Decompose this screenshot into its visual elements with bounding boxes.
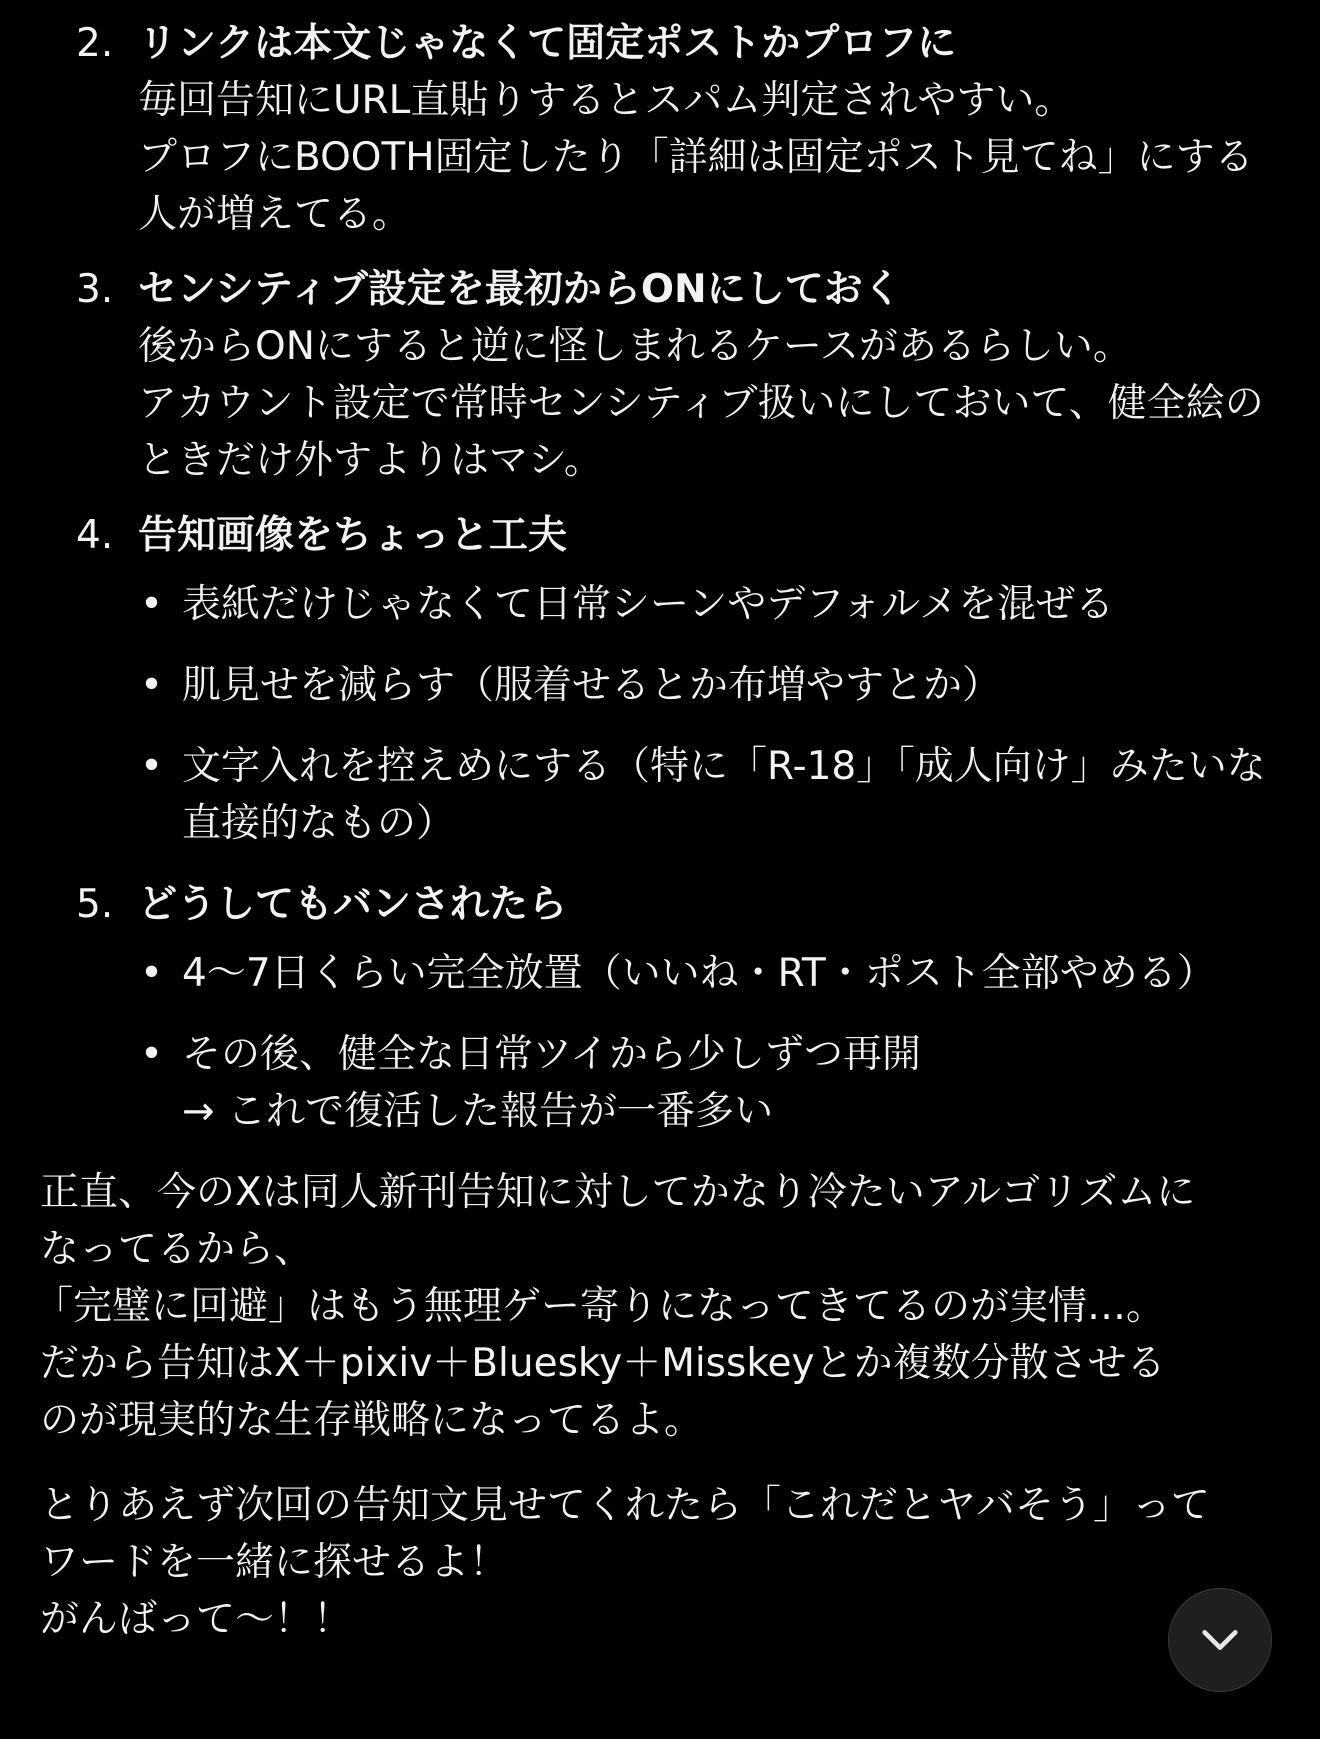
text-line: その後、健全な日常ツイから少しずつ再開 — [182, 1032, 922, 1077]
text-line: 表紙だけじゃなくて日常シーンやデフォルメを混ぜる — [182, 582, 1115, 627]
bullet-list — [138, 945, 1320, 1140]
bullet-item — [138, 657, 1320, 714]
text-line: 正直、今のXは同人新刊告知に対してかなり冷たいアルゴリズムに — [40, 1170, 1196, 1215]
list-item-4 — [0, 507, 1320, 852]
text-line: だから告知はX＋pixiv＋Bluesky＋Misskeyとか複数分散させる — [40, 1341, 1166, 1386]
text-line: ワードを一緒に探せるよ！ — [40, 1540, 509, 1585]
list-number: 4. — [76, 513, 114, 558]
paragraph — [0, 1477, 1320, 1648]
chevron-down-icon — [1197, 1617, 1243, 1663]
text-line: のが現実的な生存戦略になってるよ。 — [40, 1398, 704, 1443]
text-line: 文字入れを控えめにする（特に「R-18」「成人向け」みたいな — [182, 744, 1266, 789]
text-line: → これで復活した報告が一番多い — [182, 1089, 774, 1134]
bullet-dot: • — [140, 663, 164, 708]
text-line: ときだけ外すよりはマシ。 — [138, 438, 603, 483]
bullet-dot: • — [140, 744, 164, 789]
list-item-title: リンクは本文じゃなくて固定ポストかプロフに — [138, 21, 957, 66]
text-line: 毎回告知にURL直貼りするとスパム判定されやすい。 — [138, 78, 1074, 123]
list-item-5 — [0, 876, 1320, 1140]
list-item-2 — [0, 15, 1320, 243]
text-line: 後からONにすると逆に怪しまれるケースがあるらしい。 — [138, 324, 1132, 369]
text-line: 「完璧に回避」はもう無理ゲー寄りになってきてるのが実情…。 — [34, 1284, 1166, 1329]
bullet-item — [138, 738, 1320, 852]
text-line: とりあえず次回の告知文見せてくれたら「これだとヤバそう」って — [40, 1483, 1211, 1528]
text-line: プロフにBOOTH固定したり「詳細は固定ポスト見てね」にする — [138, 135, 1254, 180]
list-item-title: センシティブ設定を最初からONにしておく — [138, 267, 902, 312]
chat-message — [0, 15, 1320, 1648]
bullet-item — [138, 945, 1320, 1002]
text-line: 4〜7日くらい完全放置（いいね・RT・ポスト全部やめる） — [182, 951, 1216, 996]
bullet-item — [138, 576, 1320, 633]
bullet-dot: • — [140, 1032, 164, 1077]
list-number: 5. — [76, 882, 114, 927]
text-line: がんばって〜！！ — [40, 1597, 353, 1642]
list-number: 3. — [76, 267, 114, 312]
scroll-to-bottom-button[interactable] — [1168, 1588, 1272, 1692]
list-number: 2. — [76, 21, 114, 66]
text-line: なってるから、 — [40, 1227, 314, 1272]
list-item-title: どうしてもバンされたら — [138, 882, 568, 927]
text-line: アカウント設定で常時センシティブ扱いにしておいて、健全絵の — [138, 381, 1264, 426]
list-item-3 — [0, 261, 1320, 489]
bullet-dot: • — [140, 951, 164, 996]
bullet-dot: • — [140, 582, 164, 627]
bullet-item — [138, 1026, 1320, 1140]
bullet-list — [138, 576, 1320, 852]
text-line: 直接的なもの） — [182, 801, 456, 846]
list-item-title: 告知画像をちょっと工夫 — [138, 513, 568, 558]
text-line: 人が増えてる。 — [138, 192, 412, 237]
text-line: 肌見せを減らす（服着せるとか布増やすとか） — [182, 663, 1002, 708]
paragraph — [0, 1164, 1320, 1449]
